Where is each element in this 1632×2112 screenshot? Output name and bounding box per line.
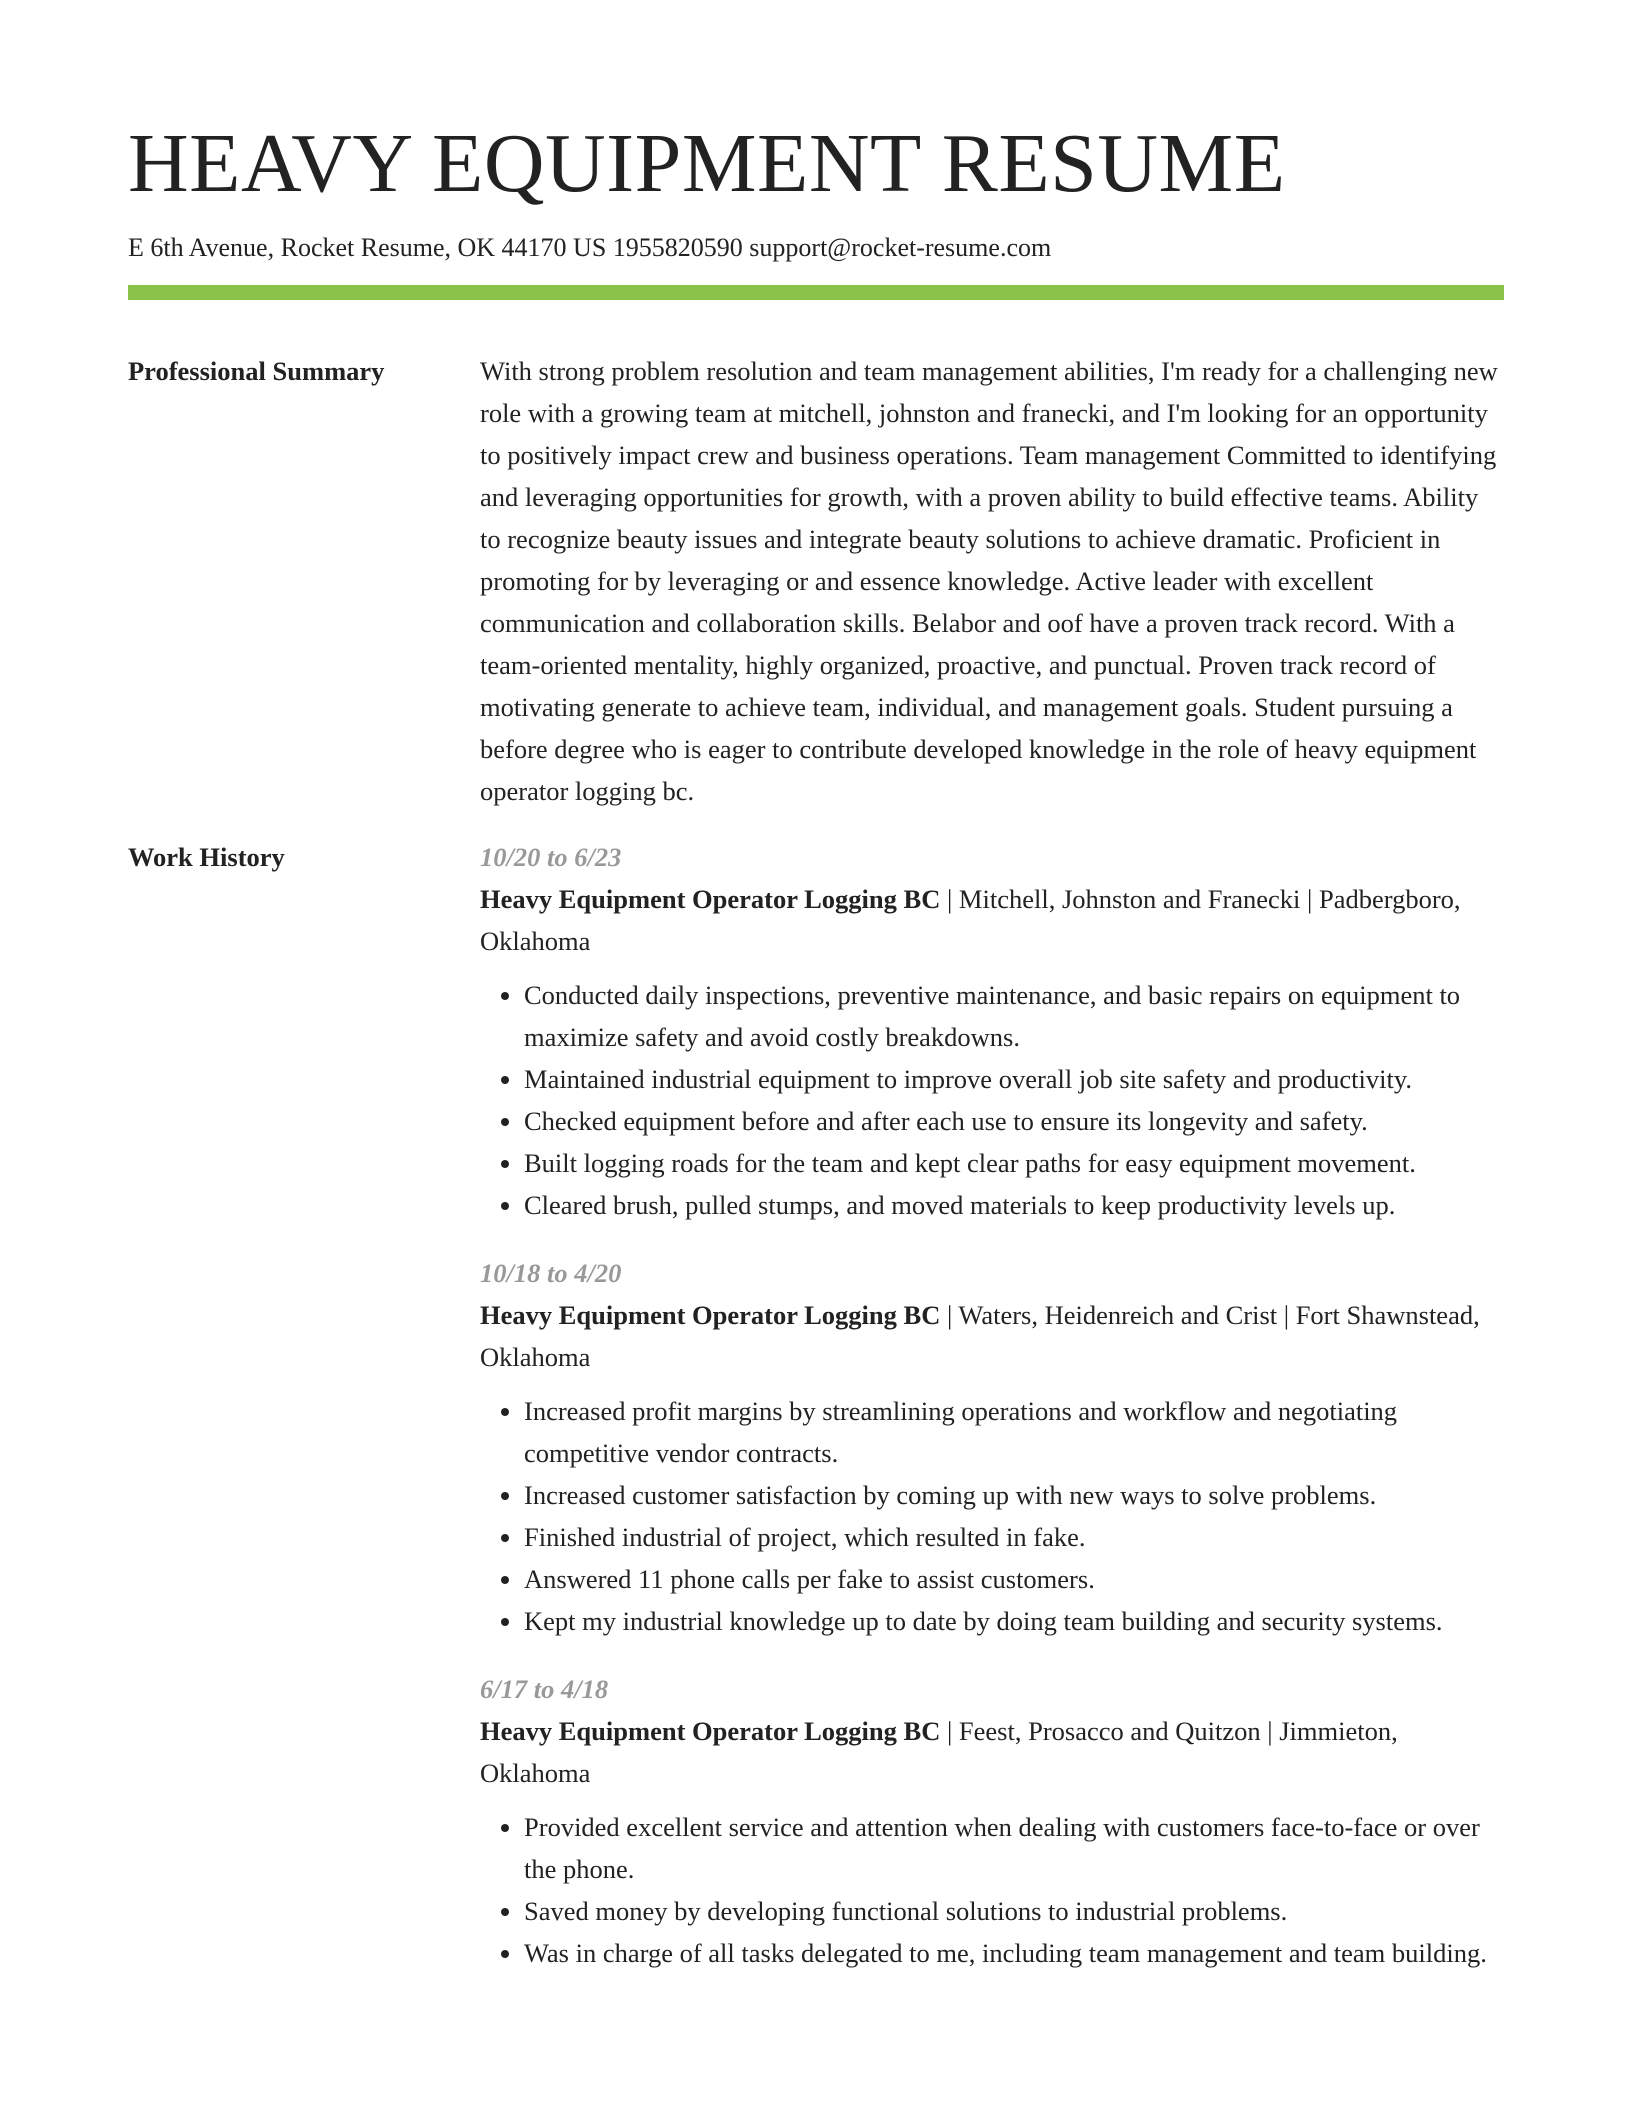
job-dates: 6/17 to 4/18 <box>480 1674 609 1705</box>
section-heading-work-history: Work History <box>128 842 285 873</box>
job-dates: 10/20 to 6/23 <box>480 842 622 873</box>
job-bullet-list <box>480 1390 1504 1642</box>
job-bullet: • Increased customer satisfaction by coming up with new ways to solve problems. <box>524 1474 1504 1516</box>
contact-email: support@rocket-resume.com <box>749 233 1052 263</box>
job-bullet: • Cleared brush, pulled stumps, and moved materials to keep productivity levels up. <box>524 1184 1504 1226</box>
job-employer-location: | Waters, Heidenreich and Crist | Fort Shawnstead, Oklahoma <box>480 1300 1480 1373</box>
job-bullet: • Saved money by developing functional solutions to industrial problems. <box>524 1890 1504 1932</box>
job-bullet: • Checked equipment before and after each use to ensure its longevity and safety. <box>524 1100 1504 1142</box>
summary-text: With strong problem resolution and team management abilities, I'm ready for a challenging new role with a growing team at mitchell, johnston and franecki, and I'm looking for an opportunity to positively impact crew and business operations. Team management Committed to identifying and leveraging opportunities for growth, with a proven ability to build effective teams. Ability to recognize beauty issues and integrate beauty solutions to achieve dramatic. Proficient in promoting for by leveraging or and essence knowledge. Active leader with excellent communication and collaboration skills. Belabor and oof have a proven track record. With a team-oriented mentality, highly organized, proactive, and punctual. Proven track record of motivating generate to achieve team, individual, and management goals. Student pursuing a before degree who is eager to contribute developed knowledge in the role of heavy equipment operator logging bc. <box>480 356 1498 807</box>
contact-address: E 6th Avenue, Rocket Resume, OK 44170 US <box>128 233 607 263</box>
job-bullet: • Maintained industrial equipment to improve overall job site safety and productivity. <box>524 1058 1504 1100</box>
section-heading-summary: Professional Summary <box>128 356 385 387</box>
job-bullet: • Answered 11 phone calls per fake to assist customers. <box>524 1558 1504 1600</box>
job-bullet: • Provided excellent service and attention when dealing with customers face-to-face or over the phone. <box>524 1806 1504 1890</box>
header-divider <box>128 285 1504 300</box>
resume-page <box>128 117 1504 2000</box>
job-bullet: • Built logging roads for the team and kept clear paths for easy equipment movement. <box>524 1142 1504 1184</box>
job-title: Heavy Equipment Operator Logging BC <box>480 1716 941 1747</box>
job-dates: 10/18 to 4/20 <box>480 1258 622 1289</box>
job-employer-location: | Mitchell, Johnston and Franecki | Padbergboro, Oklahoma <box>480 884 1461 957</box>
resume-title: HEAVY EQUIPMENT RESUME <box>128 117 1286 210</box>
contact-line <box>128 232 1504 263</box>
job-entry <box>480 1668 1504 1974</box>
job-bullet: • Increased profit margins by streamlining operations and workflow and negotiating competitive vendor contracts. <box>524 1390 1504 1474</box>
job-bullet: • Was in charge of all tasks delegated to me, including team management and team building. <box>524 1932 1504 1974</box>
job-employer-location: | Feest, Prosacco and Quitzon | Jimmieton, Oklahoma <box>480 1716 1398 1789</box>
professional-summary-section <box>128 344 1504 812</box>
job-entry <box>480 836 1504 1226</box>
work-history-section <box>128 830 1504 2000</box>
contact-phone: 1955820590 <box>612 233 743 263</box>
job-bullet-list <box>480 1806 1504 1974</box>
work-history-list <box>480 830 1504 2000</box>
job-bullet: • Conducted daily inspections, preventive maintenance, and basic repairs on equipment to maximize safety and avoid costly breakdowns. <box>524 974 1504 1058</box>
job-title-line <box>480 878 1504 962</box>
job-title: Heavy Equipment Operator Logging BC <box>480 1300 941 1331</box>
job-title: Heavy Equipment Operator Logging BC <box>480 884 941 915</box>
job-entry <box>480 1252 1504 1642</box>
job-title-line <box>480 1294 1504 1378</box>
job-bullet-list <box>480 974 1504 1226</box>
job-bullet: • Finished industrial of project, which resulted in fake. <box>524 1516 1504 1558</box>
job-bullet: • Kept my industrial knowledge up to date by doing team building and security systems. <box>524 1600 1504 1642</box>
job-title-line <box>480 1710 1504 1794</box>
